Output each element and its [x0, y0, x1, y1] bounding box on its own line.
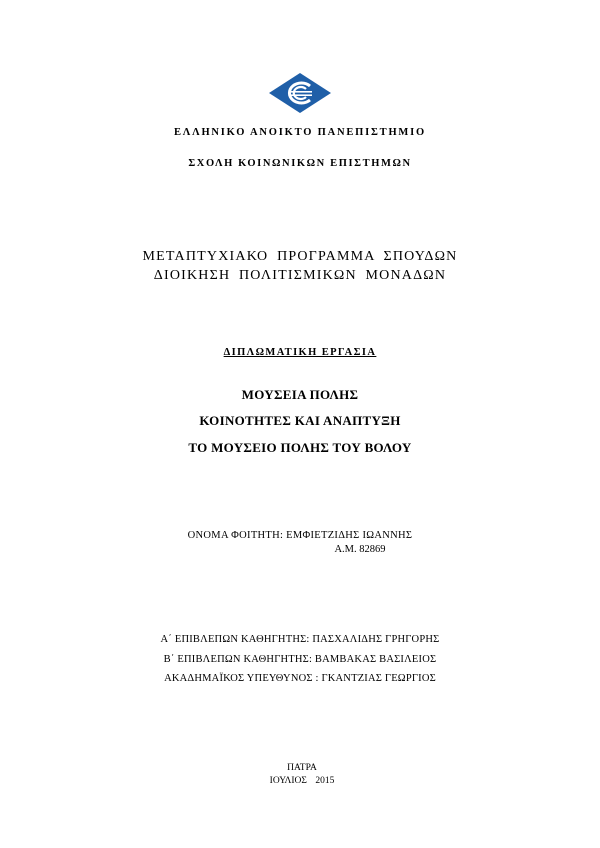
second-supervisor: Β΄ ΕΠΙΒΛΕΠΩΝ ΚΑΘΗΓΗΤΗΣ: ΒΑΜΒΑΚΑΣ ΒΑΣΙΛΕΙΟΣ	[163, 654, 437, 665]
university-name: ΕΛΛΗΝΙΚΟ ΑΝΟΙΚΤΟ ΠΑΝΕΠΙΣΤΗΜΙΟ	[173, 127, 426, 138]
date: ΙΟΥΛΙΟΣ 2015	[269, 776, 335, 786]
thesis-title-line-1: ΜΟΥΣΕΙΑ ΠΟΛΗΣ	[241, 387, 359, 402]
academic-supervisor: ΑΚΑΔΗΜΑΪΚΟΣ ΥΠΕΥΘΥΝΟΣ : ΓΚΑΝΤΖΙΑΣ ΓΕΩΡΓΙΟΣ	[164, 673, 436, 684]
city: ΠΑΤΡΑ	[287, 763, 317, 773]
student-name: ΟΝΟΜΑ ΦΟΙΤΗΤΗ: ΕΜΦΙΕΤΖΙΔΗΣ ΙΩΑΝΝΗΣ	[187, 530, 413, 541]
thesis-title-line-3: ΤΟ ΜΟΥΣΕΙΟ ΠΟΛΗΣ ΤΟΥ ΒΟΛΟΥ	[188, 440, 412, 455]
thesis-label: ΔΙΠΛΩΜΑΤΙΚΗ ΕΡΓΑΣΙΑ	[223, 347, 377, 358]
university-logo-icon	[268, 72, 332, 114]
first-supervisor: Α΄ ΕΠΙΒΛΕΠΩΝ ΚΑΘΗΓΗΤΗΣ: ΠΑΣΧΑΛΙΔΗΣ ΓΡΗΓΟΡΗΣ	[160, 634, 440, 645]
program-title-line-1: ΜΕΤΑΠΤΥΧΙΑΚΟ ΠΡΟΓΡΑΜΜΑ ΣΠΟΥΔΩΝ	[142, 249, 458, 264]
student-id: Α.Μ. 82869	[334, 544, 386, 555]
school-name: ΣΧΟΛΗ ΚΟΙΝΩΝΙΚΩΝ ΕΠΙΣΤΗΜΩΝ	[188, 158, 412, 169]
thesis-title-line-2: ΚΟΙΝΟΤΗΤΕΣ ΚΑΙ ΑΝΑΠΤΥΞΗ	[199, 413, 401, 428]
program-title-line-2: ΔΙΟΙΚΗΣΗ ΠΟΛΙΤΙΣΜΙΚΩΝ ΜΟΝΑΔΩΝ	[153, 268, 447, 283]
